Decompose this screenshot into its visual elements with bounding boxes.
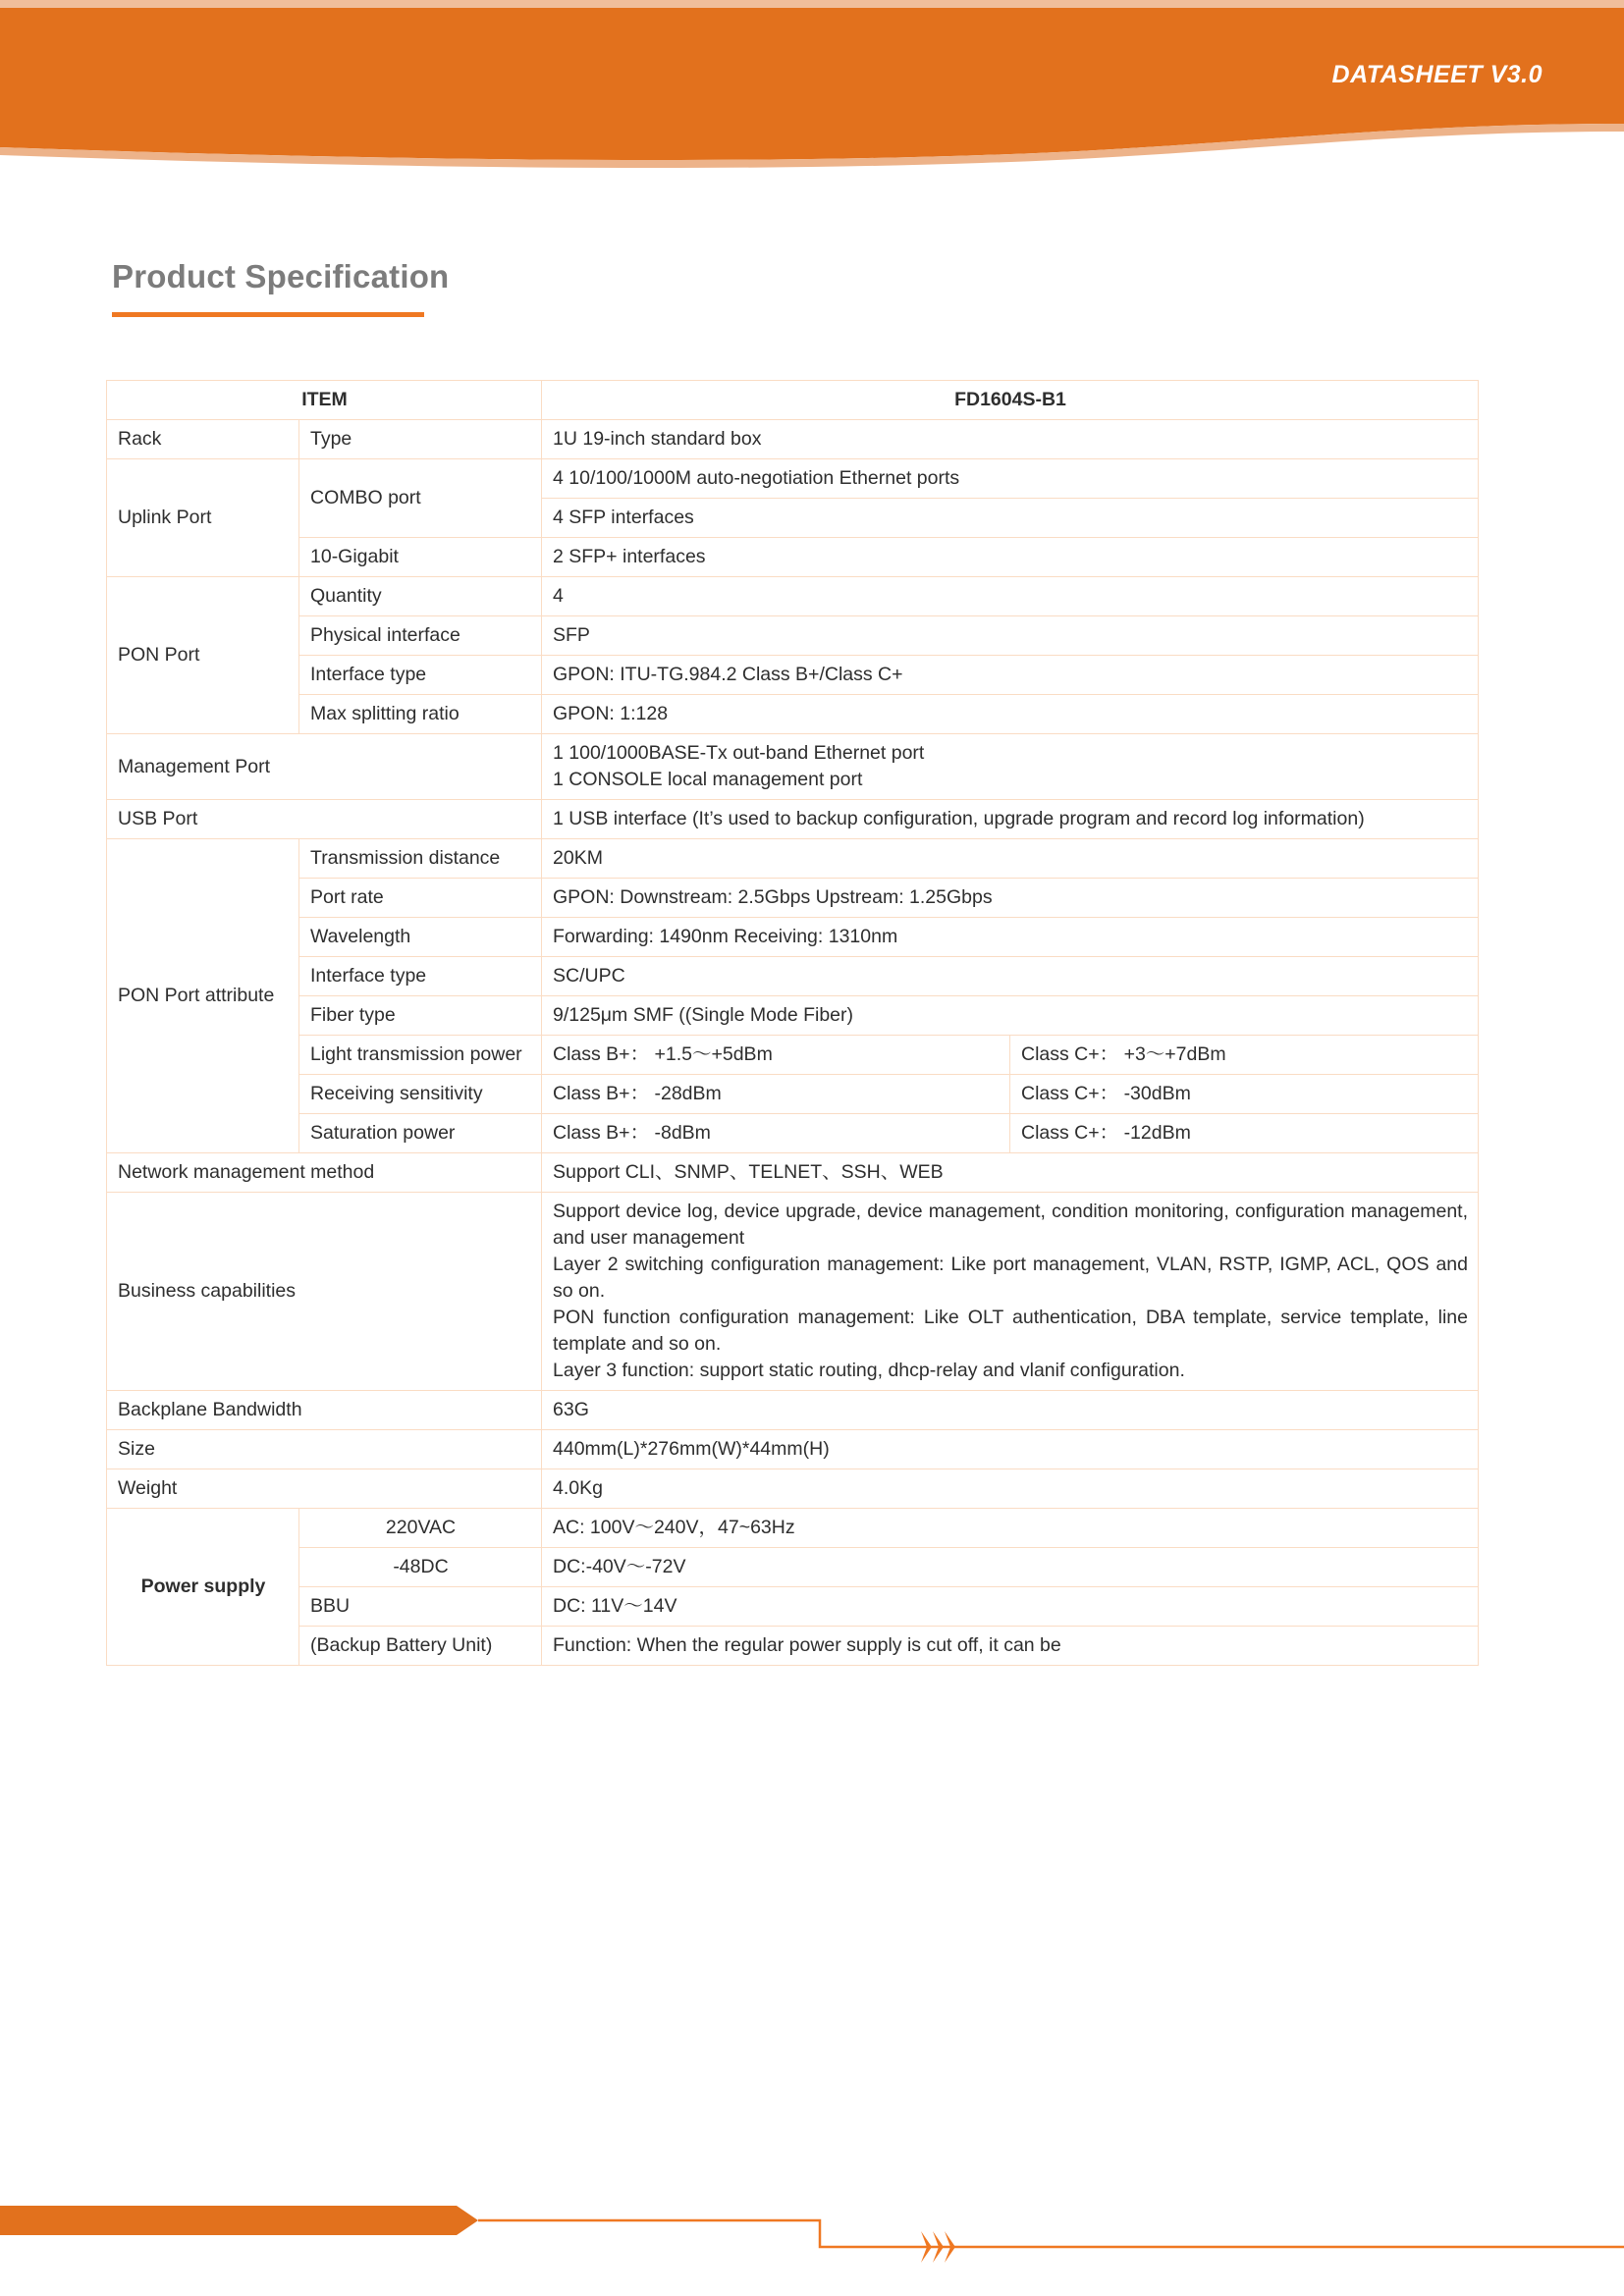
row-value-transmission-distance: 20KM	[542, 839, 1479, 879]
table-row	[107, 1114, 1479, 1153]
table-row	[107, 839, 1479, 879]
page-title-underline	[112, 312, 424, 317]
row-value-combo-ethernet: 4 10/100/1000M auto-negotiation Ethernet ports	[542, 459, 1479, 499]
row-value-optical-interface-type: SC/UPC	[542, 957, 1479, 996]
footer-shape	[0, 2129, 1624, 2296]
table-row	[107, 656, 1479, 695]
row-value-light-power-class-b: Class B+： +1.5〜+5dBm	[542, 1036, 1010, 1075]
business-capability-paragraph: Layer 2 switching configuration management: Like port management, VLAN, RSTP, IGMP, ACL, QOS and so on.	[553, 1254, 1468, 1302]
row-sublabel-combo-port: COMBO port	[299, 459, 542, 538]
table-row	[107, 1469, 1479, 1509]
table-row	[107, 1430, 1479, 1469]
row-sublabel-fiber-type: Fiber type	[299, 996, 542, 1036]
row-value-backplane-bandwidth: 63G	[542, 1391, 1479, 1430]
row-value-sfpplus: 2 SFP+ interfaces	[542, 538, 1479, 577]
product-specification-table	[106, 380, 1479, 1666]
row-sublabel-receiving-sensitivity: Receiving sensitivity	[299, 1075, 542, 1114]
table-row	[107, 1075, 1479, 1114]
table-row	[107, 957, 1479, 996]
row-label-weight: Weight	[107, 1469, 542, 1509]
row-label-rack: Rack	[107, 420, 299, 459]
row-value-pon-quantity: 4	[542, 577, 1479, 616]
row-sublabel-type: Type	[299, 420, 542, 459]
row-label-uplink-port: Uplink Port	[107, 459, 299, 577]
table-row	[107, 695, 1479, 734]
row-value-light-power-class-c: Class C+： +3〜+7dBm	[1010, 1036, 1479, 1075]
row-sublabel-wavelength: Wavelength	[299, 918, 542, 957]
row-sublabel-saturation-power: Saturation power	[299, 1114, 542, 1153]
row-value-business-capabilities	[542, 1193, 1479, 1391]
table-row	[107, 577, 1479, 616]
row-value-max-splitting-ratio: GPON: 1:128	[542, 695, 1479, 734]
row-value-receiving-sensitivity-class-b: Class B+： -28dBm	[542, 1075, 1010, 1114]
row-value-rack-type: 1U 19-inch standard box	[542, 420, 1479, 459]
table-row	[107, 734, 1479, 800]
table-row	[107, 1548, 1479, 1587]
table-row	[107, 1587, 1479, 1627]
row-sublabel-port-rate: Port rate	[299, 879, 542, 918]
row-sublabel-10-gigabit: 10-Gigabit	[299, 538, 542, 577]
row-value-interface-type: GPON: ITU-TG.984.2 Class B+/Class C+	[542, 656, 1479, 695]
row-value-fiber-type: 9/125μm SMF ((Single Mode Fiber)	[542, 996, 1479, 1036]
row-value-port-rate: GPON: Downstream: 2.5Gbps Upstream: 1.25Gbps	[542, 879, 1479, 918]
table-row	[107, 918, 1479, 957]
row-label-business-capabilities: Business capabilities	[107, 1193, 542, 1391]
row-value-network-management-method: Support CLI、SNMP、TELNET、SSH、WEB	[542, 1153, 1479, 1193]
header-banner-top-accent	[0, 0, 1624, 8]
business-capability-paragraph: PON function configuration management: Like OLT authentication, DBA template, service template, line template and so on.	[553, 1307, 1468, 1355]
table-row	[107, 996, 1479, 1036]
datasheet-version-label: DATASHEET V3.0	[1331, 61, 1543, 88]
row-value-usb-port: 1 USB interface (It’s used to backup configuration, upgrade program and record log information)	[542, 800, 1479, 839]
row-sublabel-48dc: -48DC	[299, 1548, 542, 1587]
page-title-block	[112, 257, 799, 317]
footer-step-line	[478, 2220, 1624, 2247]
row-sublabel-physical-interface: Physical interface	[299, 616, 542, 656]
management-port-line-1: 1 100/1000BASE-Tx out-band Ethernet port	[553, 742, 925, 764]
row-label-pon-port-attribute: PON Port attribute	[107, 839, 299, 1153]
row-value-combo-sfp: 4 SFP interfaces	[542, 499, 1479, 538]
row-value-wavelength: Forwarding: 1490nm Receiving: 1310nm	[542, 918, 1479, 957]
business-capability-paragraph: Support device log, device upgrade, device management, condition monitoring, configuration management, and user management	[553, 1201, 1468, 1249]
row-value-bbu: DC: 11V〜14V	[542, 1587, 1479, 1627]
row-label-power-supply: Power supply	[107, 1509, 299, 1666]
table-row	[107, 1509, 1479, 1548]
row-label-usb-port: USB Port	[107, 800, 542, 839]
row-sublabel-optical-interface-type: Interface type	[299, 957, 542, 996]
row-value-48dc: DC:-40V〜-72V	[542, 1548, 1479, 1587]
page-title: Product Specification	[112, 258, 450, 294]
row-value-size: 440mm(L)*276mm(W)*44mm(H)	[542, 1430, 1479, 1469]
table-row	[107, 420, 1479, 459]
table-header-row	[107, 381, 1479, 420]
column-header-item: ITEM	[107, 381, 542, 420]
row-label-pon-port: PON Port	[107, 577, 299, 734]
row-sublabel-220vac: 220VAC	[299, 1509, 542, 1548]
table-row	[107, 1193, 1479, 1391]
row-sublabel-interface-type: Interface type	[299, 656, 542, 695]
row-sublabel-quantity: Quantity	[299, 577, 542, 616]
row-label-network-management-method: Network management method	[107, 1153, 542, 1193]
footer-orange-bar	[0, 2206, 478, 2235]
footer-decoration	[0, 2129, 1624, 2296]
row-value-saturation-power-class-b: Class B+： -8dBm	[542, 1114, 1010, 1153]
table-row	[107, 879, 1479, 918]
row-sublabel-bbu: BBU	[299, 1587, 542, 1627]
business-capability-paragraph: Layer 3 function: support static routing, dhcp-relay and vlanif configuration.	[553, 1360, 1185, 1381]
row-value-220vac: AC: 100V〜240V，47~63Hz	[542, 1509, 1479, 1548]
management-port-line-2: 1 CONSOLE local management port	[553, 769, 863, 790]
table-row	[107, 616, 1479, 656]
row-value-physical-interface: SFP	[542, 616, 1479, 656]
table-row	[107, 1391, 1479, 1430]
row-value-bbu-function: Function: When the regular power supply is cut off, it can be	[542, 1627, 1479, 1666]
table-row	[107, 1036, 1479, 1075]
row-sublabel-light-transmission-power: Light transmission power	[299, 1036, 542, 1075]
row-value-weight: 4.0Kg	[542, 1469, 1479, 1509]
row-label-backplane-bandwidth: Backplane Bandwidth	[107, 1391, 542, 1430]
row-sublabel-max-splitting-ratio: Max splitting ratio	[299, 695, 542, 734]
row-sublabel-bbu-expansion: (Backup Battery Unit)	[299, 1627, 542, 1666]
header-banner	[0, 0, 1624, 172]
column-header-model: FD1604S-B1	[542, 381, 1479, 420]
table-row	[107, 800, 1479, 839]
row-sublabel-transmission-distance: Transmission distance	[299, 839, 542, 879]
row-value-receiving-sensitivity-class-c: Class C+： -30dBm	[1010, 1075, 1479, 1114]
table-row	[107, 538, 1479, 577]
table-row	[107, 1153, 1479, 1193]
table-row	[107, 1627, 1479, 1666]
row-value-management-port	[542, 734, 1479, 800]
table-row	[107, 459, 1479, 499]
row-value-saturation-power-class-c: Class C+： -12dBm	[1010, 1114, 1479, 1153]
row-label-size: Size	[107, 1430, 542, 1469]
row-label-management-port: Management Port	[107, 734, 542, 800]
